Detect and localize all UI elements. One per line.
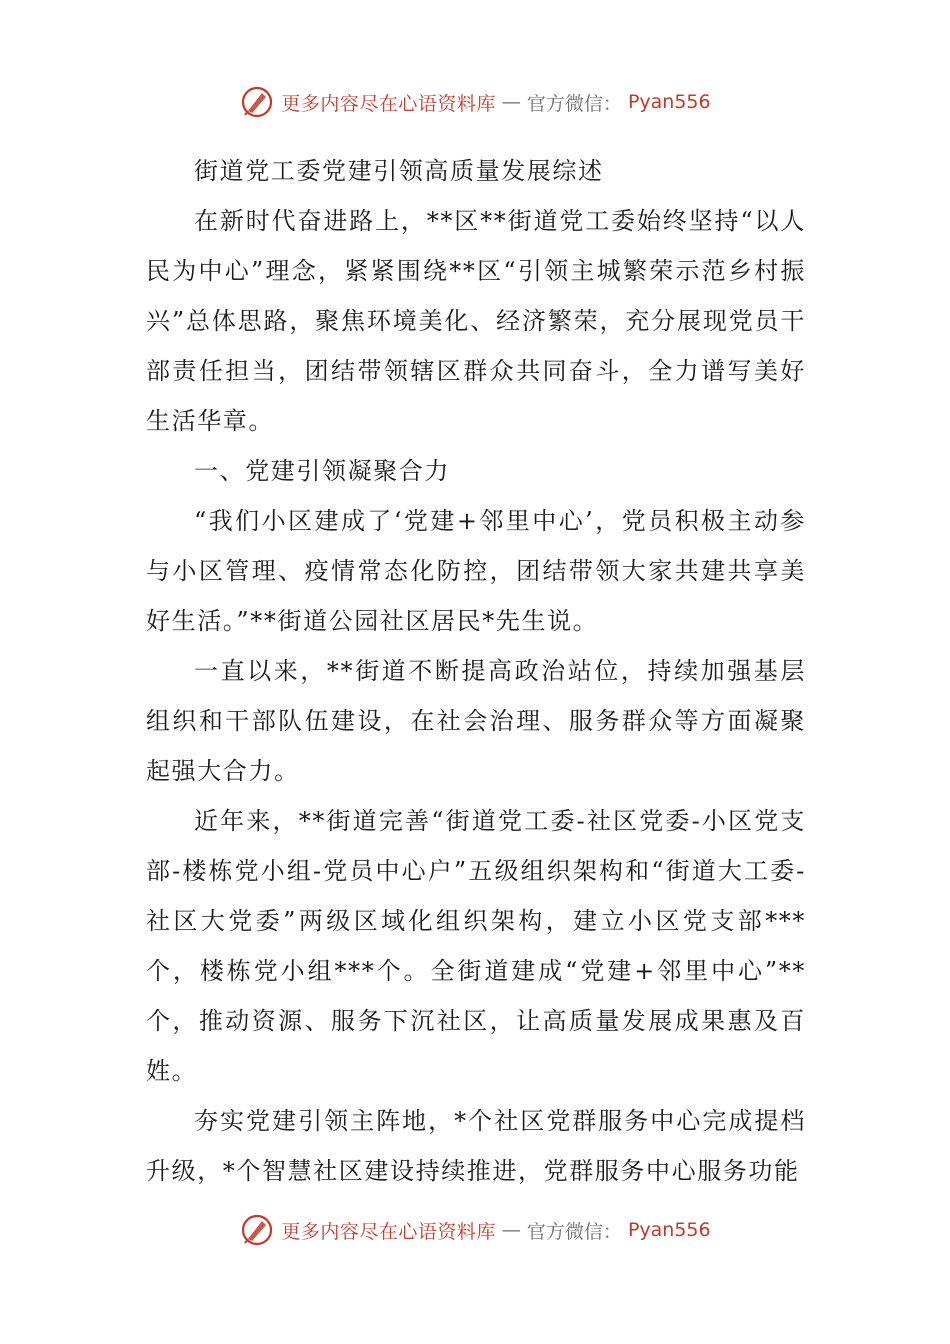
paragraph-structure: 近年来，**街道完善“街道党工委-社区党委-小区党支部-楼栋党小组-党员中心户”五级组织架构和“街道大工委-社区大党委”两级区域化组织架构，建立小区党支部***个，楼栋党小组***个。全街道建成“党建+邻里中心”**个，推动资源、服务下沉社区，让高质量发展成果惠及百姓。: [146, 807, 806, 1085]
watermark-dash: —: [501, 91, 521, 113]
section-heading: 一、党建引领凝聚合力: [194, 457, 450, 485]
paragraph-quote: “我们小区建成了‘党建+邻里中心’，党员积极主动参与小区管理、疫情常态化防控，团结带领大家共建共享美好生活。”**街道公园社区居民*先生说。: [146, 507, 806, 635]
paragraph-service-center: 夯实党建引领主阵地，*个社区党群服务中心完成提档升级，*个智慧社区建设持续推进，党群服务中心服务功能: [146, 1107, 806, 1185]
watermark-official-label: 官方微信：: [526, 1220, 622, 1243]
watermark-brand: 更多内容尽在心语资料库: [281, 92, 496, 115]
document-body: [146, 146, 806, 1196]
watermark-official-label: 官方微信：: [526, 92, 622, 115]
paragraph-intro: 在新时代奋进路上，**区**街道党工委始终坚持“以人民为中心”理念，紧紧围绕**区“引领主城繁荣示范乡村振兴”总体思路，聚焦环境美化、经济繁荣，充分展现党员干部责任担当，团结带领辖区群众共同奋斗，全力谱写美好生活华章。: [146, 207, 806, 435]
document-title: 街道党工委党建引领高质量发展综述: [194, 157, 604, 185]
watermark-account: Pyan556: [627, 1219, 711, 1241]
pen-nib-logo-icon: [239, 84, 275, 120]
header-watermark: [0, 82, 950, 122]
footer-watermark: [0, 1210, 950, 1250]
watermark-dash: —: [501, 1219, 521, 1241]
watermark-brand: 更多内容尽在心语资料库: [281, 1220, 496, 1243]
paragraph-political: 一直以来，**街道不断提高政治站位，持续加强基层组织和干部队伍建设，在社会治理、服务群众等方面凝聚起强大合力。: [146, 657, 806, 785]
pen-nib-logo-icon: [239, 1212, 275, 1248]
watermark-account: Pyan556: [627, 91, 711, 113]
